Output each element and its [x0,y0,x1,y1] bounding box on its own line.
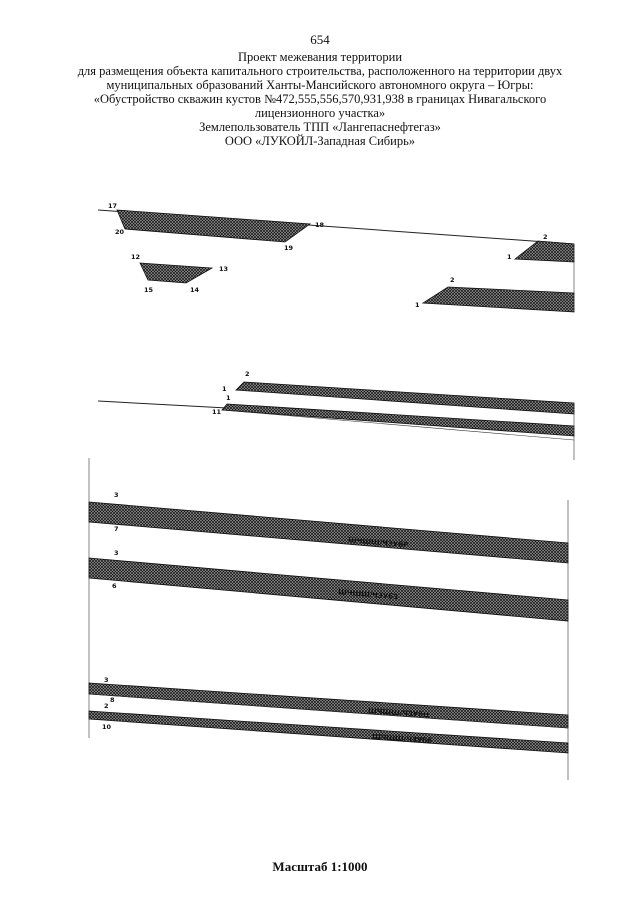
scale-label: Масштаб 1:1000 [272,859,368,874]
point-label: 2 [543,233,548,241]
point-label: 17 [108,202,118,210]
point-label: 14 [190,286,200,294]
point-label: 6 [112,582,117,590]
point-label: 20 [115,228,125,236]
hatched-parcel-right-2 [423,287,574,312]
point-label: 11 [212,408,222,416]
hatched-band-3-6 [89,558,568,621]
point-label: 1 [222,385,227,393]
point-label: 15 [144,286,154,294]
hatched-band-3-7 [89,502,568,563]
header-line-2: муниципальных образований Ханты-Мансийского автономного округа – Югры: [106,78,534,92]
parcel-number: ШЧШШ/ЧЗУбЦ [367,707,430,720]
parcel-number: ШЧШШ/ЧЗУбб [371,733,433,746]
point-label: 19 [284,244,294,252]
drawing-section-3 [89,458,568,780]
hatched-parcel-12-15 [140,263,212,283]
document-title: Проект межевания территории [237,50,403,64]
point-label: 18 [315,221,325,229]
company-line: ООО «ЛУКОЙЛ-Западная Сибирь» [224,134,416,148]
hatched-parcel-17-20 [117,210,310,242]
point-label: 1 [507,253,512,261]
point-label: 8 [110,696,115,704]
hatched-parcel-right-1 [515,241,574,262]
parcel-number: ШЧШШ/ЧЗУбЗ [337,588,399,602]
land-user-line: Землепользователь ТПП «Лангепаснефтегаз» [199,120,441,134]
header-line-4: лицензионного участка» [254,106,386,120]
point-label: 1 [415,301,420,309]
header-line-3: «Обустройство скважин кустов №472,555,556,570,931,938 в границах Нивагальского [93,92,547,106]
point-label: 3 [104,676,109,684]
point-label: 1 [226,394,231,402]
point-label: 7 [114,525,119,533]
point-label: 2 [245,370,250,378]
point-label: 3 [114,491,119,499]
point-label: 3 [114,549,119,557]
drawing-section-2 [98,370,574,460]
parcel-number: ШЧШШ/ЧЗУбР [347,536,409,550]
point-label: 2 [104,702,109,710]
point-label: 13 [219,265,229,273]
point-label: 2 [450,276,455,284]
point-label: 12 [131,253,141,261]
page-number: 654 [310,32,330,47]
drawing-section-1 [98,202,574,312]
point-label: 10 [102,723,112,731]
header-line-1: для размещения объекта капитального строительства, расположенного на территории двух [77,64,563,78]
